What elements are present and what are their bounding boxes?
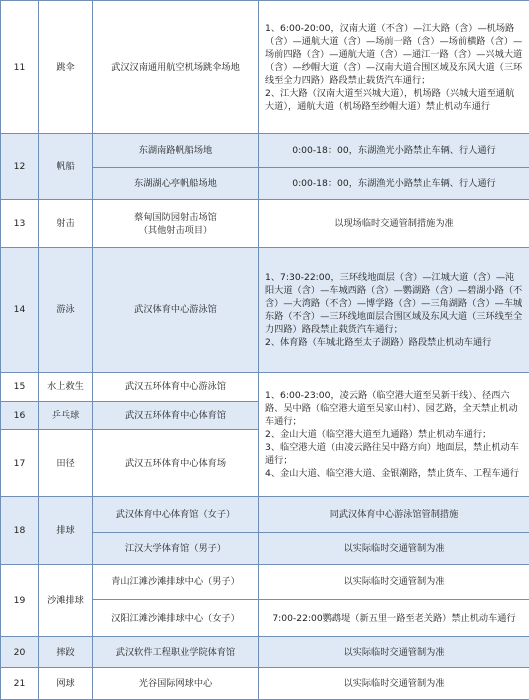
control-line: 2、体育路（车城北路至太子湖路）路段禁止机动车通行 — [265, 336, 492, 348]
control-measures: 7:00-22:00鹦鹉堤（新五里一路至老关路）禁止机动车通行 — [259, 600, 529, 637]
table-row — [1, 372, 529, 401]
row-number: 17 — [1, 430, 39, 497]
control-line: 4、金山大道、临空港大道、金银潮路，禁止货车、工程车通行 — [265, 467, 519, 479]
row-number: 12 — [1, 134, 39, 200]
table-row — [1, 200, 529, 247]
control-line: 1、7:30-22:00，三环线地面层（含）—江城大道（含）—沌阳大道（含）—车城西路（含）—鹦湖路（含）—碧湖小路（不含）—大湾路（不含）—博学路（含）—三角湖路（含）—车城东路（不含）—三环线地面层合围区域及东风大道（三环线至全力四路）路段禁止载货汽车通行； — [265, 271, 523, 335]
sport-name: 跳伞 — [39, 1, 93, 134]
row-number: 19 — [1, 564, 39, 636]
row-number: 11 — [1, 1, 39, 134]
row-number: 15 — [1, 372, 39, 401]
row-number: 13 — [1, 200, 39, 247]
venue-name: 武汉五环体育中心游泳馆 — [93, 372, 259, 401]
row-number: 14 — [1, 247, 39, 372]
venue-name: 青山江滩沙滩排球中心（男子） — [93, 564, 259, 600]
table-row — [1, 497, 529, 533]
venue-line: 蔡甸国防园射击场馆 — [134, 211, 217, 223]
control-measures: 0:00-18：00，东湖渔光小路禁止车辆、行人通行 — [259, 167, 529, 200]
venue-name: 江汉大学体育馆（男子） — [93, 533, 259, 564]
sport-name: 乒乓球 — [39, 401, 93, 429]
control-measures — [259, 247, 529, 372]
venue-name: 东湖南路帆船场地 — [93, 134, 259, 168]
row-number: 21 — [1, 668, 39, 700]
row-number: 20 — [1, 636, 39, 667]
table-row — [1, 247, 529, 372]
control-measures: 以实际临时交通管制为准 — [259, 636, 529, 667]
venue-name: 东湖湖心亭帆船场地 — [93, 167, 259, 200]
control-measures: 同武汉体育中心游泳馆管制措施 — [259, 497, 529, 533]
venue-name — [93, 200, 259, 247]
venue-name: 武汉五环体育中心体育馆 — [93, 401, 259, 429]
control-measures: 以实际临时交通管制为准 — [259, 668, 529, 700]
row-number: 16 — [1, 401, 39, 429]
sport-name: 摔跤 — [39, 636, 93, 667]
venue-name: 武汉体育中心体育馆（女子） — [93, 497, 259, 533]
venue-name: 武汉汉南通用航空机场跳伞场地 — [93, 1, 259, 134]
control-line: 1、6:00-23:00，凌云路（临空港大道至吴新干线）、径西六路、吴中路（临空港大道至吴家山村）、园艺路，全天禁止机动车通行； — [265, 389, 518, 427]
sport-name: 田径 — [39, 430, 93, 497]
venue-name: 光谷国际网球中心 — [93, 668, 259, 700]
control-line: 1、6:00-20:00，汉南大道（不含）—江大路（含）—机场路（含）—通航大道（含）—场前一路（含）—场前横路（含）—场前四路（含）—通航大道（含）—通江一路（含）—兴城大道（含）—纱帽大道（含）—汉南大道合围区域及东风大道（三环线至全力四路）路段禁止载货汽车通行； — [265, 22, 523, 86]
control-line: 2、江大路（汉南大道至兴城大道），机场路（兴城大道至通航大道），通航大道（机场路至纱帽大道）禁止机动车通行 — [265, 87, 515, 112]
table-row — [1, 1, 529, 134]
table-row — [1, 564, 529, 600]
sport-name: 排球 — [39, 497, 93, 564]
table-row — [1, 134, 529, 168]
control-line: 2、金山大道（临空港大道至九通路）禁止机动车通行； — [265, 428, 492, 440]
sport-name: 游泳 — [39, 247, 93, 372]
venue-name: 武汉软件工程职业学院体育馆 — [93, 636, 259, 667]
table-row — [1, 636, 529, 667]
control-measures — [259, 1, 529, 134]
control-line: 3、临空港大道（由凌云路往吴中路方向）地面层，禁止机动车通行； — [265, 441, 519, 466]
control-measures — [259, 372, 529, 497]
row-number: 18 — [1, 497, 39, 564]
sport-name: 帆船 — [39, 134, 93, 200]
venue-line: （其他射击项目） — [138, 224, 213, 236]
sport-name: 射击 — [39, 200, 93, 247]
control-measures: 以现场临时交通管制措施为准 — [259, 200, 529, 247]
venue-name: 武汉五环体育中心体育场 — [93, 430, 259, 497]
sport-name: 沙滩排球 — [39, 564, 93, 636]
sport-name: 水上救生 — [39, 372, 93, 401]
sport-name: 网球 — [39, 668, 93, 700]
venue-name: 汉阳江滩沙滩排球中心（女子） — [93, 600, 259, 637]
control-measures: 以实际临时交通管制为准 — [259, 564, 529, 600]
control-measures: 0:00-18：00，东湖渔光小路禁止车辆、行人通行 — [259, 134, 529, 168]
control-measures: 以实际临时交通管制为准 — [259, 533, 529, 564]
venue-name: 武汉体育中心游泳馆 — [93, 247, 259, 372]
table-row — [1, 668, 529, 700]
